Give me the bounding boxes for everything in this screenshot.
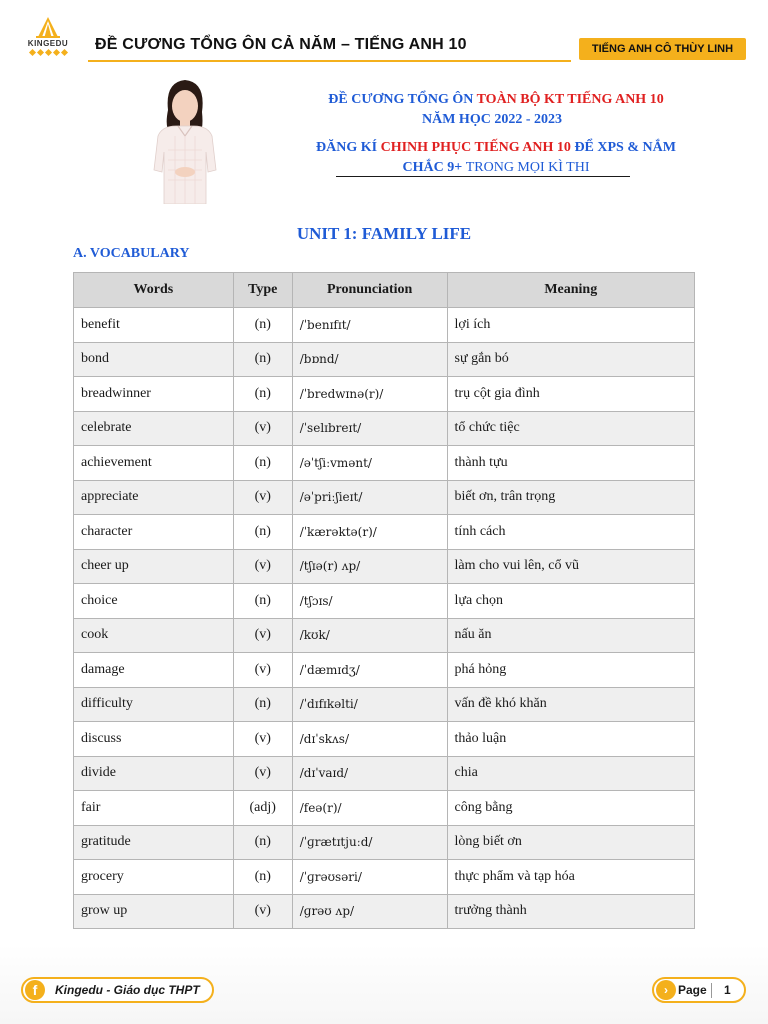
word-cell: grocery	[74, 860, 234, 895]
word-cell: fair	[74, 791, 234, 826]
meaning-cell: chia	[447, 756, 694, 791]
meaning-cell: nấu ăn	[447, 618, 694, 653]
pronunciation-cell: /ɡrəʊ ʌp/	[292, 894, 447, 929]
page-separator	[711, 983, 712, 998]
header-type: Type	[233, 273, 292, 308]
table-row	[74, 618, 695, 653]
teacher-badge: TIẾNG ANH CÔ THÙY LINH	[579, 38, 746, 60]
meaning-cell: vấn đề khó khăn	[447, 687, 694, 722]
page-label: Page	[678, 983, 707, 997]
meaning-cell: lợi ích	[447, 308, 694, 343]
type-cell: (n)	[233, 377, 292, 412]
table-row	[74, 687, 695, 722]
word-cell: benefit	[74, 308, 234, 343]
table-row	[74, 860, 695, 895]
table-body	[74, 308, 695, 929]
meaning-cell: biết ơn, trân trọng	[447, 480, 694, 515]
type-cell: (n)	[233, 687, 292, 722]
table-row	[74, 653, 695, 688]
document-header-title: ĐỀ CƯƠNG TỔNG ÔN CẢ NĂM – TIẾNG ANH 10	[95, 36, 467, 53]
table-row	[74, 791, 695, 826]
word-cell: achievement	[74, 446, 234, 481]
pronunciation-cell: /dɪˈskʌs/	[292, 722, 447, 757]
word-cell: celebrate	[74, 411, 234, 446]
word-cell: choice	[74, 584, 234, 619]
table-row	[74, 584, 695, 619]
intro-line-4: CHẮC 9+ TRONG MỌI KÌ THI	[402, 160, 590, 175]
kingedu-logo	[22, 16, 74, 66]
pronunciation-cell: /ˈɡrætɪtjuːd/	[292, 825, 447, 860]
pronunciation-cell: /dɪˈvaɪd/	[292, 756, 447, 791]
type-cell: (n)	[233, 825, 292, 860]
meaning-cell: thảo luận	[447, 722, 694, 757]
pronunciation-cell: /feə(r)/	[292, 791, 447, 826]
page-header	[0, 0, 768, 78]
chevron-right-icon: ›	[656, 980, 676, 1000]
table-row	[74, 825, 695, 860]
word-cell: gratitude	[74, 825, 234, 860]
pronunciation-cell: /ˈbredwɪnə(r)/	[292, 377, 447, 412]
pronunciation-cell: /bɒnd/	[292, 342, 447, 377]
type-cell: (v)	[233, 480, 292, 515]
intro-line-1: ĐỀ CƯƠNG TỔNG ÔN TOÀN BỘ KT TIẾNG ANH 10	[328, 92, 664, 107]
table-row	[74, 480, 695, 515]
pronunciation-cell: /ˈɡrəʊsəri/	[292, 860, 447, 895]
table-row	[74, 722, 695, 757]
table-row	[74, 756, 695, 791]
meaning-cell: thành tựu	[447, 446, 694, 481]
facebook-link[interactable]	[21, 977, 214, 1003]
pronunciation-cell: /ˈbenɪfɪt/	[292, 308, 447, 343]
meaning-cell: lòng biết ơn	[447, 825, 694, 860]
word-cell: cook	[74, 618, 234, 653]
page-number: 1	[724, 983, 731, 997]
intro-block	[296, 90, 696, 178]
logo-text: KINGEDU	[27, 39, 69, 48]
type-cell: (v)	[233, 756, 292, 791]
page-indicator	[652, 977, 746, 1003]
pronunciation-cell: /ˈselɪbreɪt/	[292, 411, 447, 446]
type-cell: (n)	[233, 860, 292, 895]
unit-title: UNIT 1: FAMILY LIFE	[296, 224, 472, 243]
table-row	[74, 342, 695, 377]
type-cell: (n)	[233, 584, 292, 619]
type-cell: (adj)	[233, 791, 292, 826]
table-row	[74, 515, 695, 550]
logo-dots	[22, 50, 74, 55]
pronunciation-cell: /tʃɔɪs/	[292, 584, 447, 619]
meaning-cell: làm cho vui lên, cổ vũ	[447, 549, 694, 584]
word-cell: discuss	[74, 722, 234, 757]
pronunciation-cell: /tʃɪə(r) ʌp/	[292, 549, 447, 584]
type-cell: (v)	[233, 549, 292, 584]
meaning-cell: tổ chức tiệc	[447, 411, 694, 446]
intro-line-2: NĂM HỌC 2022 - 2023	[422, 112, 562, 127]
table-header-row	[74, 273, 695, 308]
table-row	[74, 549, 695, 584]
meaning-cell: trưởng thành	[447, 894, 694, 929]
intro-underline	[336, 176, 630, 177]
pronunciation-cell: /ˈdɪfɪkəlti/	[292, 687, 447, 722]
type-cell: (n)	[233, 342, 292, 377]
word-cell: bond	[74, 342, 234, 377]
table-row	[74, 446, 695, 481]
pronunciation-cell: /əˈtʃiːvmənt/	[292, 446, 447, 481]
type-cell: (v)	[233, 411, 292, 446]
header-pronunciation: Pronunciation	[292, 273, 447, 308]
pronunciation-cell: /ˈdæmɪdʒ/	[292, 653, 447, 688]
facebook-icon: f	[25, 980, 45, 1000]
header-words: Words	[74, 273, 234, 308]
intro-line-3: ĐĂNG KÍ CHINH PHỤC TIẾNG ANH 10 ĐỂ XPS & NẮM	[316, 140, 676, 155]
word-cell: divide	[74, 756, 234, 791]
meaning-cell: lựa chọn	[447, 584, 694, 619]
meaning-cell: thực phẩm và tạp hóa	[447, 860, 694, 895]
word-cell: breadwinner	[74, 377, 234, 412]
type-cell: (n)	[233, 308, 292, 343]
word-cell: cheer up	[74, 549, 234, 584]
meaning-cell: trụ cột gia đình	[447, 377, 694, 412]
type-cell: (v)	[233, 894, 292, 929]
table-row	[74, 377, 695, 412]
header-divider	[88, 60, 571, 62]
teacher-photo	[140, 72, 230, 204]
type-cell: (v)	[233, 653, 292, 688]
type-cell: (v)	[233, 722, 292, 757]
word-cell: grow up	[74, 894, 234, 929]
table-row	[74, 308, 695, 343]
meaning-cell: phá hỏng	[447, 653, 694, 688]
word-cell: difficulty	[74, 687, 234, 722]
word-cell: damage	[74, 653, 234, 688]
meaning-cell: sự gắn bó	[447, 342, 694, 377]
table-row	[74, 411, 695, 446]
word-cell: appreciate	[74, 480, 234, 515]
meaning-cell: tính cách	[447, 515, 694, 550]
crown-icon	[34, 16, 62, 38]
table-row	[74, 894, 695, 929]
vocabulary-table	[73, 272, 695, 929]
pronunciation-cell: /əˈpriːʃieɪt/	[292, 480, 447, 515]
word-cell: character	[74, 515, 234, 550]
header-meaning: Meaning	[447, 273, 694, 308]
section-title: A. VOCABULARY	[73, 246, 190, 261]
facebook-label: Kingedu - Giáo dục THPT	[55, 983, 200, 997]
pronunciation-cell: /kʊk/	[292, 618, 447, 653]
type-cell: (n)	[233, 515, 292, 550]
type-cell: (v)	[233, 618, 292, 653]
meaning-cell: công bằng	[447, 791, 694, 826]
pronunciation-cell: /ˈkærəktə(r)/	[292, 515, 447, 550]
type-cell: (n)	[233, 446, 292, 481]
